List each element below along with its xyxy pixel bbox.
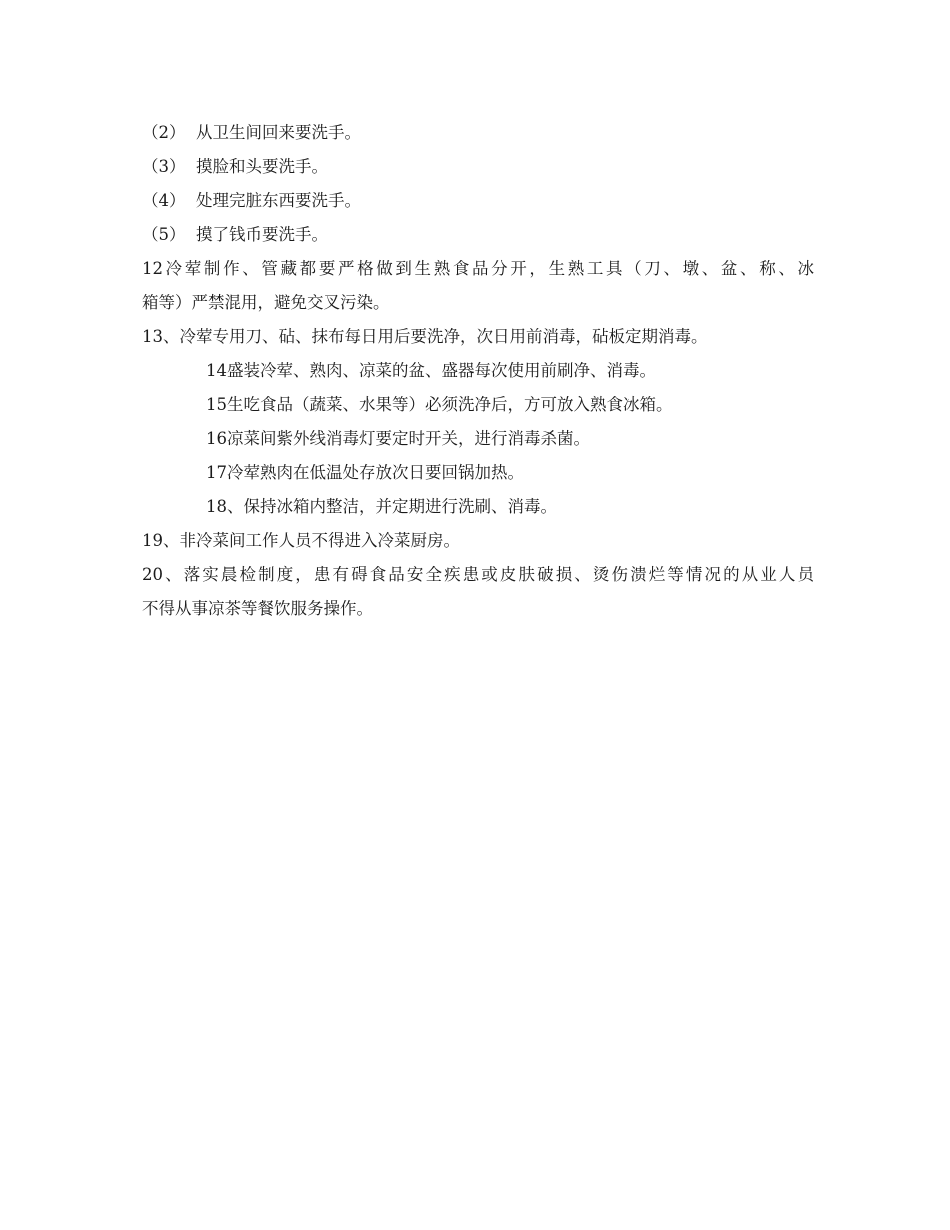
list-item-4 xyxy=(142,184,814,218)
list-item-text: 从卫生间回来要洗手。 xyxy=(196,123,361,142)
paragraph-item-17: 17冷荤熟肉在低温处存放次日要回锅加热。 xyxy=(206,463,524,482)
list-item-5 xyxy=(142,218,814,252)
paragraph-item-14: 14盛装冷荤、熟肉、凉菜的盆、盛器每次使用前刷净、消毒。 xyxy=(206,361,656,380)
paragraph-item-19: 19、非冷菜间工作人员不得进入冷菜厨房。 xyxy=(142,531,460,550)
document-body xyxy=(142,116,814,626)
paragraph-item-13: 13、冷荤专用刀、砧、抹布每日用后要洗净，次日用前消毒，砧板定期消毒。 xyxy=(142,327,708,346)
list-item-number: （3） xyxy=(142,157,186,176)
paragraph-item-18: 18、保持冰箱内整洁，并定期进行洗刷、消毒。 xyxy=(206,497,557,516)
paragraph-item-20-line2: 不得从事凉茶等餐饮服务操作。 xyxy=(142,599,373,618)
list-item-number: （2） xyxy=(142,123,186,142)
paragraph-item-20-line1: 20、落实晨检制度，患有碍食品安全疾患或皮肤破损、烫伤溃烂等情况的从业人员 xyxy=(142,565,814,584)
list-item-text: 摸脸和头要洗手。 xyxy=(196,157,328,176)
list-item-2 xyxy=(142,116,814,150)
paragraph-item-16: 16凉菜间紫外线消毒灯要定时开关，进行消毒杀菌。 xyxy=(206,429,590,448)
list-item-text: 摸了钱币要洗手。 xyxy=(196,225,328,244)
paragraph-item-12-line2: 箱等）严禁混用，避免交叉污染。 xyxy=(142,293,390,312)
paragraph-item-12-line1: 12冷荤制作、管藏都要严格做到生熟食品分开，生熟工具（刀、墩、盆、称、冰 xyxy=(142,259,814,278)
list-item-number: （5） xyxy=(142,225,186,244)
list-item-number: （4） xyxy=(142,191,186,210)
list-item-3 xyxy=(142,150,814,184)
paragraph-item-15: 15生吃食品（蔬菜、水果等）必须洗净后，方可放入熟食冰箱。 xyxy=(206,395,673,414)
list-item-text: 处理完脏东西要洗手。 xyxy=(196,191,361,210)
